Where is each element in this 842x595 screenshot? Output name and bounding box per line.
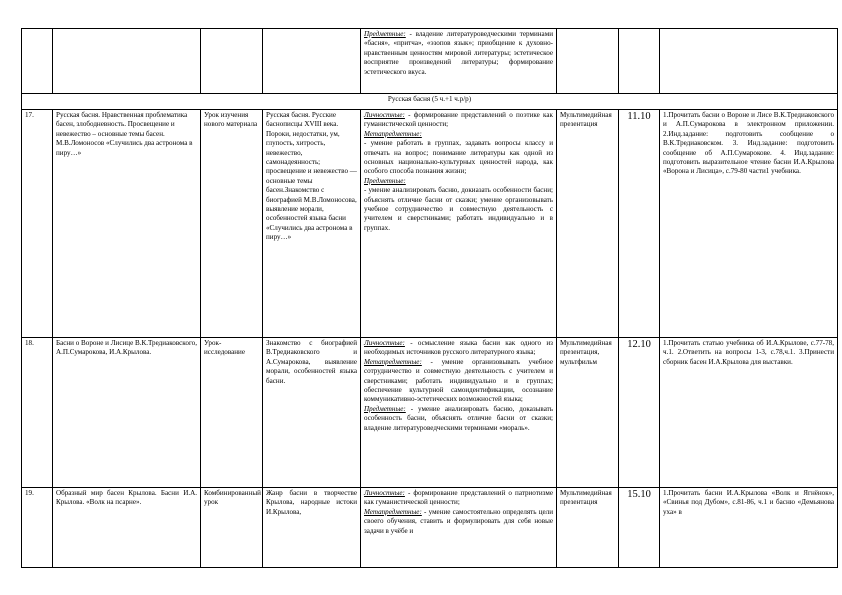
lesson-number: 19. [22, 488, 53, 568]
teaching-tools: Мультимедийная презентация [557, 110, 619, 338]
subject-label: Предметные: [364, 176, 406, 185]
carryover-results-cell [361, 29, 557, 94]
subject-text: - умение анализировать басню, доказывать особенность басни, объяснять отличие басни от сказки; владение литературоведческими терминами «мораль». [364, 404, 553, 432]
personal-text: - осмысление языка басни как одного из необходимых источников русского литературного языка; [364, 339, 553, 357]
lesson-date: 12.10 [619, 338, 660, 488]
homework: 1.Прочитать басни о Вороне и Лисе В.К.Тредиаковского и А.П.Сумарокова в электронном приложении. 2.Инд.задание: подготовить сообщение о В.К.Тредиаковском. 3. Инд.задание: подготовить сообщение об А.П.Сумарокове. 4. Инд.задание: подготовить выразительное чтение басни И.А.Крылова «Ворона и Лисица», с.79-80 части1 учебника. [660, 110, 838, 338]
meta-label: Метапредметные: [364, 129, 422, 138]
lesson-content: Знакомство с биографией В.Тредиаковского и А.Сумарокова, выявление морали, особенностей языка басни. [263, 338, 361, 488]
section-header-row [22, 94, 838, 110]
lesson-topic: Басни о Вороне и Лисице В.К.Тредиаковского, А.П.Сумарокова, И.А.Крылова. [53, 338, 201, 488]
lesson-date: 11.10 [619, 110, 660, 338]
personal-text: - формирование представлений о патриотизме как гуманистической ценности; [364, 489, 553, 507]
lesson-number: 17. [22, 110, 53, 338]
lesson-type: Урок изучения нового материала [201, 110, 263, 338]
subject-results-text: - владение литературоведческими терминами «басня», «притча», «эзопов язык»; приобщение к духовно-нравственным ценностям мировой литературы; эстетическое восприятие произведений литературы; формирование эстетического вкуса. [364, 30, 553, 76]
meta-label: Метапредметные: [364, 357, 422, 366]
lesson-topic: Образный мир басен Крылова. Басни И.А. Крылова. «Волк на псарне». [53, 488, 201, 568]
meta-text: - умение работать в группах, задавать вопросы классу и отвечать на вопрос; понимание литературы как одной из основных национально-культурных ценностей народа, как особого способа познания жизни; [364, 139, 553, 176]
table-row [22, 110, 838, 338]
teaching-tools: Мультимедийная презентация [557, 488, 619, 568]
section-title: Русская басня (5 ч.+1 ч.р/р) [22, 94, 838, 110]
subject-results-label: Предметные: [364, 30, 406, 38]
teaching-tools: Мультимедийная презентация, мультфильм [557, 338, 619, 488]
lesson-topic: Русская басня. Нравственная проблематика басен, злободневность. Просвещение и невежество – основные темы басен. М.В.Ломоносов «Случились два астронома в пиру…» [53, 110, 201, 338]
personal-label: Личностные: [364, 111, 405, 119]
lesson-content: Русская басня. Русские баснописцы XVIII века. Пороки, недостатки, ум, глупость, хитрость, невежество, самонадеянность; просвещение и невежество — основные темы басен.Знакомство с биографией М.В.Ломоносова, выявление морали, особенностей языка басни «Случились два астронома в пиру…» [263, 110, 361, 338]
personal-label: Личностные: [364, 489, 405, 497]
subject-label: Предметные: [364, 404, 406, 413]
planned-results [361, 488, 557, 568]
lesson-content: Жанр басни в творчестве Крылова, народные истоки И.Крылова, [263, 488, 361, 568]
table-row [22, 488, 838, 568]
planned-results [361, 338, 557, 488]
personal-label: Личностные: [364, 339, 405, 347]
homework: 1.Прочитать басни И.А.Крылова «Волк и Ягнёнок», «Свинья под Дубом», с.81-86, ч.1 и басню «Демьянова уха» в [660, 488, 838, 568]
lesson-date: 15.10 [619, 488, 660, 568]
meta-label: Метапредметные: [364, 507, 422, 516]
meta-text: - умение самостоятельно определять цели своего обучения, ставить и формулировать для себя новые задачи в учёбе и [364, 507, 553, 535]
personal-text: - формирование представлений о поэтике как гуманистической ценности; [364, 111, 553, 129]
lesson-type: Урок-исследование [201, 338, 263, 488]
lesson-number: 18. [22, 338, 53, 488]
subject-text: - умение анализировать басню, докиазать особенности басни; объяснять отличие басни от сказки; умение организовывать учебное сотрудничество и совместную деятельность с учителем и сверстниками; работать индивидуально и в группах. [364, 186, 553, 232]
planned-results [361, 110, 557, 338]
lesson-type: Комбинированный урок [201, 488, 263, 568]
homework: 1.Прочитать статью учебника об И.А.Крылове, с.77-78, ч.1. 2.Ответить на вопросы 1-3, с.78,ч.1. 3.Принести сборник басен И.А.Крылова для выставки. [660, 338, 838, 488]
carryover-row [22, 29, 838, 94]
lesson-plan-table [21, 28, 838, 568]
meta-text: - умение организовывать учебное сотрудничество и совместную деятельность с учителем и сверстниками; работать индивидуально и в группах; обеспечение культурной самоидентификации, осознание коммуникативно-эстетических возможностей языка; [364, 357, 553, 404]
table-row [22, 338, 838, 488]
